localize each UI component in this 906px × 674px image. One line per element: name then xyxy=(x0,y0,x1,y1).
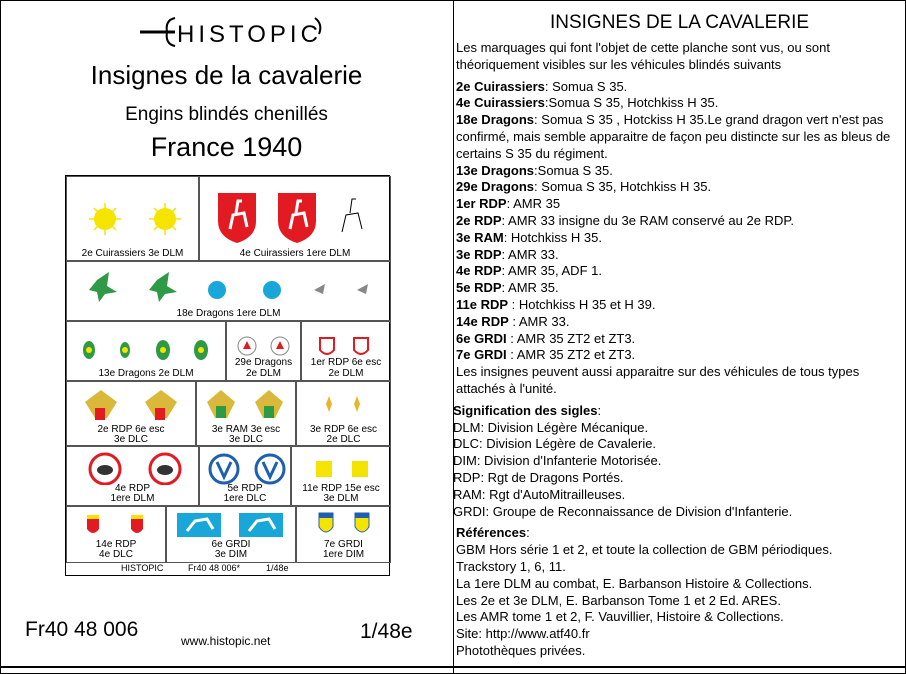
logo-lettering: HISTOPIC xyxy=(177,21,322,48)
unit-vehicles: : Hotchkiss H 35. xyxy=(503,229,602,245)
column-divider xyxy=(453,0,454,674)
cell-caption-2: 3e DLC xyxy=(229,434,263,445)
decal-cell xyxy=(66,381,196,446)
unit-vehicles: : Hotchkiss H 35 et H 39. xyxy=(508,296,656,312)
histopic-logo xyxy=(135,10,325,50)
reference-entry: Les AMR tome 1 et 2, F. Vauvillier, Histoire & Collections. xyxy=(456,609,784,625)
references-list xyxy=(456,542,904,660)
unit-vehicles: : AMR 35 ZT2 et ZT3. xyxy=(506,330,636,346)
unit-list xyxy=(456,79,904,365)
unit-vehicles: : Somua S 35, Hotchkiss H 35. xyxy=(534,179,712,195)
cell-caption: 29e Dragons xyxy=(234,357,293,368)
cell-caption-2: 3e DIM xyxy=(214,549,248,560)
unit-entry xyxy=(456,247,904,264)
sigle-entry: DIM: Division d'Infanterie Motorisée. xyxy=(453,453,662,469)
decal-cell xyxy=(291,446,391,506)
cell-caption: 11e RDP 15e esc xyxy=(302,483,380,494)
bottom-rule xyxy=(0,666,906,668)
sigles-section: Signification des sigles: DLM: Division Légère Mécanique. DLC: Division Légère de Cavalerie. DIM: Division d'Infanterie Motorisée. RDP: Rgt de Dragons Portés. RAM: Rgt d'AutoMitrailleuses. GRDI: Groupe de Reconnaissance de Division d'Infanterie. xyxy=(453,403,904,521)
decal-cell xyxy=(66,261,391,321)
unit-label: 7e GRDI xyxy=(456,347,507,363)
unit-label: 18e Dragons xyxy=(456,112,535,128)
sheet-footer-scale: 1/48e xyxy=(266,563,289,573)
unit-vehicles: : AMR 33 insigne du 3e RAM conservé au 2e RDP. xyxy=(501,212,794,228)
griffon-insignia-icon xyxy=(67,382,195,424)
cell-caption: 4e RDP xyxy=(114,483,150,494)
cell-caption: 13e Dragons 2e DLM xyxy=(98,368,194,379)
decal-cell xyxy=(296,506,391,563)
unit-vehicles: : AMR 35 ZT2 et ZT3. xyxy=(506,347,636,363)
reference-entry: Trackstory 1, 6, 11. xyxy=(456,558,566,574)
unit-entry xyxy=(456,196,904,213)
griffon-green-insignia-icon xyxy=(197,382,295,424)
unit-entry xyxy=(456,263,904,280)
green-oval-insignia-icon xyxy=(67,322,225,366)
reference-entry: Site: http://www.atf40.fr xyxy=(456,626,590,642)
unit-label: 6e GRDI xyxy=(456,330,507,346)
unit-vehicles: : AMR 33. xyxy=(508,313,570,329)
product-ref: Fr40 48 006 xyxy=(25,618,139,641)
cyan-horseman-icon xyxy=(167,507,295,539)
unit-vehicles: :Somua S 35. xyxy=(534,162,613,178)
reference-entry: Photothèques privées. xyxy=(456,642,586,658)
scale-label: 1/48e xyxy=(360,620,413,643)
cell-caption-2: 1ere DLC xyxy=(223,493,267,504)
reference-entry: La 1ere DLM au combat, E. Barbanson Histoire & Collections. xyxy=(456,575,813,591)
decal-cell xyxy=(296,381,391,446)
cell-caption: 7e GRDI xyxy=(324,539,363,550)
unit-entry xyxy=(456,213,904,230)
unit-entry xyxy=(456,280,904,297)
sigle-entry: GRDI: Groupe de Reconnaissance de Division d'Infanterie. xyxy=(453,503,793,519)
unit-label: 14e RDP xyxy=(456,313,509,329)
cell-caption: 2e Cuirassiers 3e DLM xyxy=(81,248,184,259)
red-shield-icon xyxy=(302,322,390,360)
sigles-list xyxy=(453,420,904,521)
unit-label: 5e RDP xyxy=(456,280,502,296)
unit-label: 13e Dragons xyxy=(456,162,535,178)
cell-caption: 6e GRDI xyxy=(211,539,251,550)
sigle-entry: RAM: Rgt d'AutoMitrailleuses. xyxy=(453,486,626,502)
sigle-entry: RDP: Rgt de Dragons Portés. xyxy=(453,469,624,485)
decal-cell xyxy=(66,176,199,261)
knight-shield-icon xyxy=(200,177,390,247)
lion-shield-icon xyxy=(297,507,390,539)
unit-entry xyxy=(456,347,904,364)
unit-vehicles: : Somua S 35 , Hotckiss H 35.Le grand dragon vert n'est pas confirmé, mais semble apparaitre de façon peu distincte sur les as bleus de certains S 35 du régiment. xyxy=(456,112,891,161)
unit-label: 4e RDP xyxy=(456,263,502,279)
decal-cell xyxy=(301,321,391,381)
cell-caption: 2e RDP 6e esc xyxy=(97,424,165,435)
reference-entry: GBM Hors série 1 et 2, et toute la collection de GBM périodiques. xyxy=(456,542,833,558)
unit-vehicles: : AMR 35. xyxy=(501,280,559,296)
sheet-footer-logo: HISTOPIC xyxy=(121,563,164,573)
unit-entry xyxy=(456,230,904,247)
unit-label: 11e RDP xyxy=(456,296,509,312)
unit-vehicles: : AMR 35, ADF 1. xyxy=(501,263,602,279)
yellow-tower-icon xyxy=(292,447,390,485)
cell-caption: 3e RDP 6e esc xyxy=(309,424,378,435)
unit-entry xyxy=(456,79,904,96)
page-place-year: France 1940 xyxy=(150,132,303,162)
decal-cell xyxy=(199,446,291,506)
small-star-insignia-icon xyxy=(297,382,390,424)
notes-text xyxy=(453,40,904,660)
unit-label: 3e RDP xyxy=(456,246,502,262)
cell-caption-2: 3e DLC xyxy=(114,434,148,445)
unit-vehicles: : Somua S 35. xyxy=(544,78,628,94)
cell-caption: 5e RDP xyxy=(227,483,263,494)
sheet-footer-ref: Fr40 48 006* xyxy=(188,563,241,573)
unit-label: 3e RAM xyxy=(456,229,504,245)
cell-caption-2: 1ere DLM xyxy=(110,493,155,504)
unit-label: 29e Dragons xyxy=(456,179,535,195)
unit-entry xyxy=(456,163,904,180)
page-subtitle: Engins blindés chenillés xyxy=(125,104,328,125)
decal-cell xyxy=(66,321,226,381)
unit-entry xyxy=(456,297,904,314)
decal-cell xyxy=(199,176,391,261)
sigle-entry: DLM: Division Légère Mécanique. xyxy=(453,419,649,435)
round-badge-icon xyxy=(227,322,300,360)
sun-insignia-icon xyxy=(67,177,198,247)
unit-entry xyxy=(456,95,904,112)
references-title: Références xyxy=(456,525,527,541)
red-gold-shield-icon xyxy=(67,507,165,539)
dragon-insignia-icon xyxy=(67,262,390,308)
cell-caption-2: 1ere DIM xyxy=(322,549,365,560)
website-url: www.histopic.net xyxy=(181,634,271,648)
unit-vehicles: :Somua S 35, Hotchkiss H 35. xyxy=(544,95,719,111)
blue-v-roundel-icon xyxy=(200,447,290,485)
unit-entry xyxy=(456,112,904,162)
outro-paragraph: Les insignes peuvent aussi apparaitre sur des véhicules de tous types attachés à l'unité. xyxy=(456,364,860,396)
cell-caption: 14e RDP xyxy=(95,539,137,550)
unit-entry xyxy=(456,179,904,196)
decal-cell xyxy=(226,321,301,381)
page-title: Insignes de la cavalerie xyxy=(90,60,363,90)
cell-caption-2: 3e DLM xyxy=(323,493,359,504)
unit-entry xyxy=(456,314,904,331)
decal-cell xyxy=(66,506,166,563)
boar-roundel-icon xyxy=(67,447,198,485)
cell-caption-2: 2e DLM xyxy=(328,368,364,379)
unit-label: 2e RDP xyxy=(456,212,502,228)
decal-cell xyxy=(66,446,199,506)
sigle-entry: DLC: Division Légère de Cavalerie. xyxy=(453,436,657,452)
intro-paragraph: Les marquages qui font l'objet de cette planche sont vus, ou sont théoriquement visibles sur les véhicules blindés suivants xyxy=(456,40,830,72)
decal-cell xyxy=(166,506,296,563)
cell-caption: 18e Dragons 1ere DLM xyxy=(176,308,281,319)
references-section: Références: GBM Hors série 1 et 2, et toute la collection de GBM périodiques. Trackstory 1, 6, 11. La 1ere DLM au combat, E. Barbanson Histoire & Collections. Les 2e et 3e DLM, E. Barbanson Tome 1 et 2 Ed. ARES. Les AMR tome 1 et 2, F. Vauvillier, Histoire & Collections. Site: http://www.atf40.fr Photothèques privées. xyxy=(456,525,904,659)
decal-sheet xyxy=(65,175,390,576)
cell-caption-2: 2e DLM xyxy=(245,368,281,379)
right-heading: INSIGNES DE LA CAVALERIE xyxy=(549,12,810,33)
unit-label: 1er RDP xyxy=(456,196,507,212)
cell-caption-2: 4e DLC xyxy=(99,549,133,560)
decal-cell xyxy=(196,381,296,446)
unit-label: 2e Cuirassiers xyxy=(456,78,545,94)
unit-vehicles: : AMR 35 xyxy=(506,196,561,212)
sigles-title: Signification des sigles xyxy=(453,402,598,418)
reference-entry: Les 2e et 3e DLM, E. Barbanson Tome 1 et 2 Ed. ARES. xyxy=(456,592,781,608)
cell-caption: 1er RDP 6e esc xyxy=(310,357,382,368)
cell-caption: 4e Cuirassiers 1ere DLM xyxy=(239,248,351,259)
cell-caption-2: 2e DLC xyxy=(326,434,361,445)
unit-label: 4e Cuirassiers xyxy=(456,95,545,111)
unit-entry xyxy=(456,331,904,348)
cell-caption: 3e RAM 3e esc xyxy=(211,424,281,435)
unit-vehicles: : AMR 33. xyxy=(501,246,559,262)
